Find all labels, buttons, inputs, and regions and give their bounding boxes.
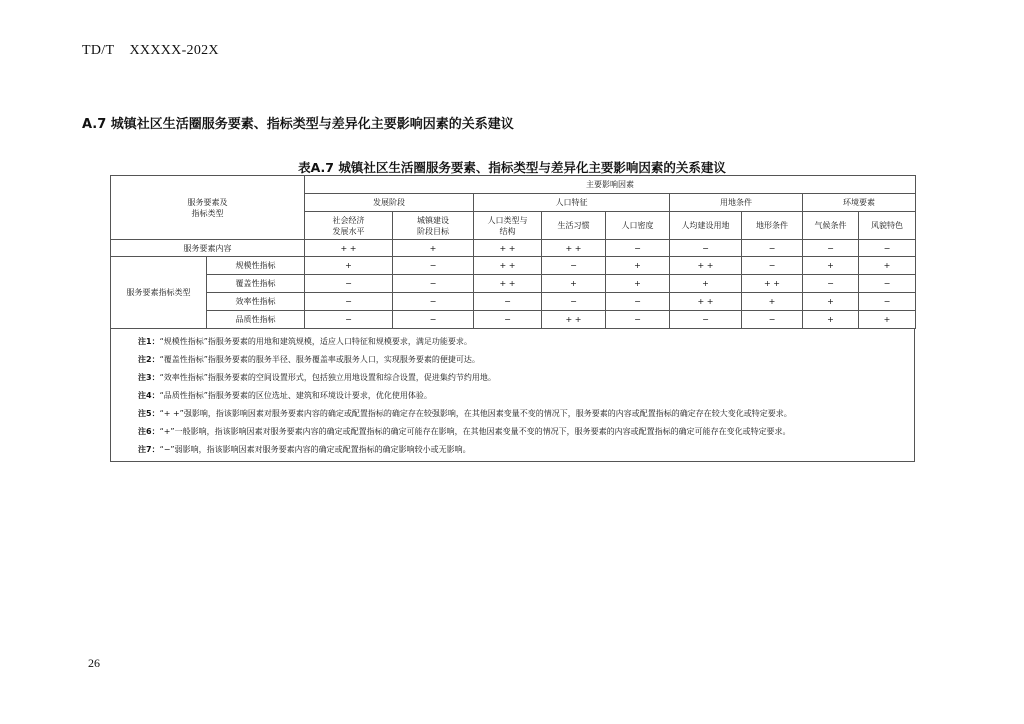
table-cell: − (742, 257, 803, 275)
table-cell: − (859, 275, 916, 293)
table-cell: + + (542, 240, 606, 257)
table-cell: + (670, 275, 742, 293)
doc-number: XXXXX-202X (129, 43, 219, 58)
table-cell: − (670, 311, 742, 329)
table-cell: + (742, 293, 803, 311)
group-header-development: 发展阶段 (305, 194, 474, 212)
factor-header (305, 212, 393, 240)
table-cell: + + (542, 311, 606, 329)
table-cell: − (305, 275, 393, 293)
table-cell: − (859, 240, 916, 257)
row-label: 覆盖性指标 (207, 275, 305, 293)
table-row (111, 257, 916, 275)
table-cell: − (542, 257, 606, 275)
main-factors-header: 主要影响因素 (305, 176, 916, 194)
factor-header: 气候条件 (803, 212, 859, 240)
table-cell: + (542, 275, 606, 293)
note-item (111, 441, 914, 459)
table-cell: + (859, 257, 916, 275)
page-number: 26 (88, 656, 100, 670)
table-row (111, 275, 916, 293)
note-item (111, 405, 914, 423)
note-text: “效率性指标”指服务要素的空间设置形式，包括独立用地设置和综合设置，促进集约节约用地。 (159, 373, 496, 382)
factor-header (474, 212, 542, 240)
table-cell: − (606, 293, 670, 311)
group-header-population: 人口特征 (474, 194, 670, 212)
row-label-content: 服务要素内容 (111, 240, 305, 257)
corner-label-line2: 指标类型 (191, 208, 224, 218)
table-cell: − (606, 311, 670, 329)
note-item (111, 423, 914, 441)
factor-header-line1: 城镇建设 (417, 215, 449, 225)
factor-header-line1: 人口类型与 (487, 215, 528, 225)
table-cell: + + (474, 257, 542, 275)
note-label: 注1： (138, 337, 160, 346)
note-text: “−”弱影响，指该影响因素对服务要素内容的确定或配置指标的确定影响较小或无影响。 (159, 445, 471, 454)
table-cell: + (606, 257, 670, 275)
factor-header-line1: 社会经济 (332, 215, 365, 225)
table-cell: + (803, 257, 859, 275)
table-cell: + (606, 275, 670, 293)
factor-header: 人口密度 (606, 212, 670, 240)
table-cell: − (393, 257, 474, 275)
group-header-land: 用地条件 (670, 194, 803, 212)
note-text: “品质性指标”指服务要素的区位选址、建筑和环境设计要求，优化使用体验。 (159, 391, 432, 400)
table-cell: + + (670, 293, 742, 311)
factor-header-line2: 结构 (499, 226, 516, 236)
table-notes (110, 329, 915, 462)
note-label: 注4： (138, 391, 160, 400)
relation-table-container (110, 175, 915, 462)
table-cell: − (393, 275, 474, 293)
section-title: A.7 城镇社区生活圈服务要素、指标类型与差异化主要影响因素的关系建议 (82, 117, 514, 132)
table-cell: − (305, 293, 393, 311)
header-row-1 (111, 176, 916, 194)
note-item (111, 369, 914, 387)
table-cell: − (859, 293, 916, 311)
table-cell: + + (305, 240, 393, 257)
factor-header: 风貌特色 (859, 212, 916, 240)
table-cell: − (393, 311, 474, 329)
note-text: “规模性指标”指服务要素的用地和建筑规模，适应人口特征和规模要求，满足功能要求。 (159, 337, 472, 346)
table-cell: − (393, 293, 474, 311)
table-cell: − (742, 240, 803, 257)
note-text: “+ +”强影响，指该影响因素对服务要素内容的确定或配置指标的确定存在较强影响，在其他因素变量不变的情况下，服务要素的内容或配置指标的确定存在较大变化或特定要求。 (159, 409, 792, 418)
factor-header: 生活习惯 (542, 212, 606, 240)
table-cell: − (803, 275, 859, 293)
doc-code-prefix: TD/T (82, 43, 115, 58)
factor-header: 地形条件 (742, 212, 803, 240)
table-caption: 表A.7 城镇社区生活圈服务要素、指标类型与差异化主要影响因素的关系建议 (298, 160, 726, 175)
note-label: 注5： (138, 409, 160, 418)
table-row (111, 240, 916, 257)
note-item (111, 333, 914, 351)
corner-header-cell (111, 176, 305, 240)
note-text: “覆盖性指标”指服务要素的服务半径、服务覆盖率或服务人口，实现服务要素的便捷可达。 (159, 355, 480, 364)
table-cell: + + (742, 275, 803, 293)
factor-header: 人均建设用地 (670, 212, 742, 240)
document-code (82, 43, 219, 59)
row-label: 品质性指标 (207, 311, 305, 329)
table-cell: + + (474, 240, 542, 257)
row-label: 规模性指标 (207, 257, 305, 275)
table-cell: − (542, 293, 606, 311)
table-cell: + (803, 293, 859, 311)
table-cell: − (606, 240, 670, 257)
row-label: 效率性指标 (207, 293, 305, 311)
table-cell: + + (474, 275, 542, 293)
corner-label-line1: 服务要素及 (187, 197, 228, 207)
note-item (111, 351, 914, 369)
table-row (111, 311, 916, 329)
table-cell: − (474, 293, 542, 311)
group-header-environment: 环境要素 (803, 194, 916, 212)
table-cell: − (474, 311, 542, 329)
note-label: 注6： (138, 427, 160, 436)
table-cell: + (305, 257, 393, 275)
indicator-group-label: 服务要素指标类型 (111, 257, 207, 329)
table-cell: − (803, 240, 859, 257)
note-item (111, 387, 914, 405)
table-cell: + (859, 311, 916, 329)
table-cell: + + (670, 257, 742, 275)
factor-header (393, 212, 474, 240)
table-cell: + (803, 311, 859, 329)
note-label: 注3： (138, 373, 160, 382)
note-label: 注2： (138, 355, 160, 364)
table-cell: − (742, 311, 803, 329)
factor-header-line2: 发展水平 (332, 226, 365, 236)
relation-table (110, 175, 916, 329)
table-cell: + (393, 240, 474, 257)
table-row (111, 293, 916, 311)
factor-header-line2: 阶段目标 (417, 226, 449, 236)
note-label: 注7： (138, 445, 160, 454)
table-cell: − (305, 311, 393, 329)
table-cell: − (670, 240, 742, 257)
note-text: “+”一般影响，指该影响因素对服务要素内容的确定或配置指标的确定可能存在影响，在其他因素变量不变的情况下，服务要素的内容或配置指标的确定可能存在变化或特定要求。 (159, 427, 791, 436)
